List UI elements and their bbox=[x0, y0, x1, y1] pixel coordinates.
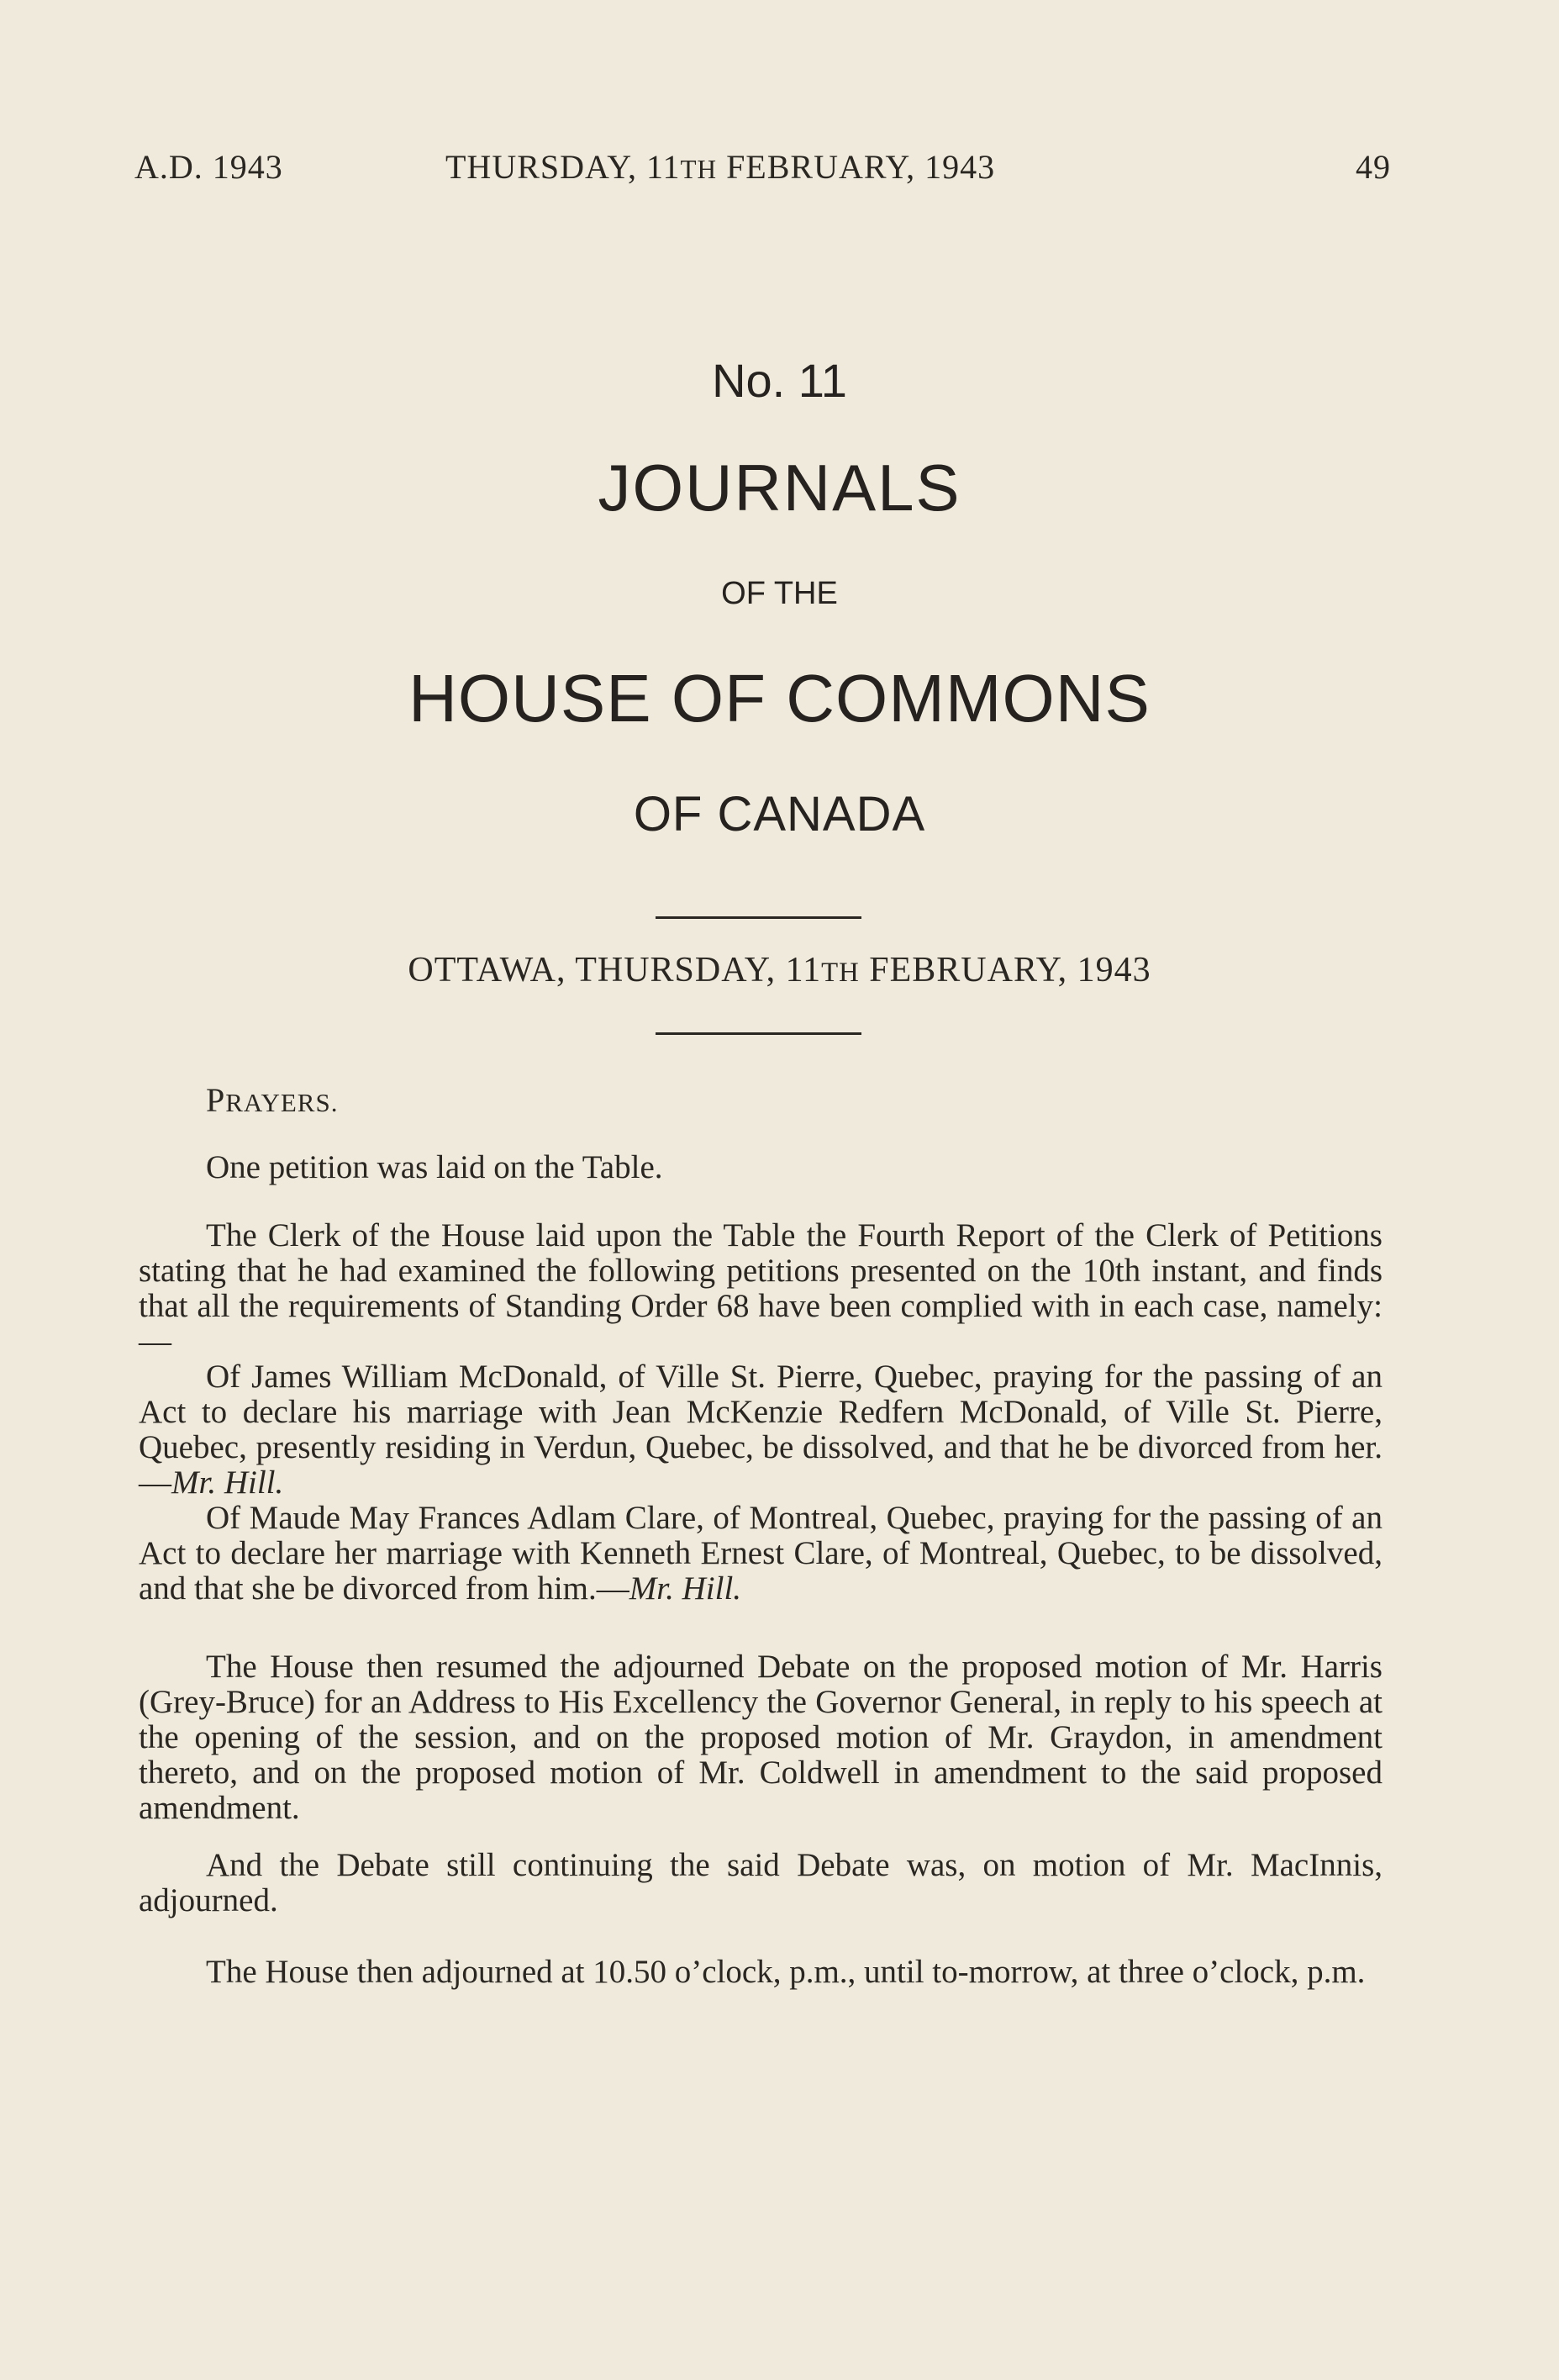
petition-mcdonald-sponsor: Mr. Hill. bbox=[171, 1464, 284, 1501]
para-house-adjourned: The House then adjourned at 10.50 o’clock, p.m., until to-morrow, at three o’clock, p.m. bbox=[206, 1954, 1366, 1990]
para-debate-block bbox=[139, 1649, 1383, 1826]
para-debate-adjourned: And the Debate still continuing the said Debate was, on motion of Mr. MacInnis, adjourned. bbox=[139, 1847, 1383, 1918]
dateline-part1: OTTAWA, THURSDAY, 11 bbox=[408, 951, 822, 989]
para-debate-adjourned-block bbox=[139, 1848, 1383, 1918]
running-head-date-part2: FEBRUARY, 1943 bbox=[717, 148, 996, 186]
masthead-journals: JOURNALS bbox=[598, 451, 961, 525]
para-house-adjourned-block bbox=[139, 1955, 1383, 1990]
divider-rule-bottom bbox=[656, 1032, 861, 1035]
para-petition-mcdonald bbox=[139, 1359, 1383, 1501]
para-clerk-block bbox=[139, 1218, 1383, 1607]
para-debate-resumed: The House then resumed the adjourned Debate on the proposed motion of Mr. Harris (Grey-Bruce) for an Address to His Excellency the Governor General, in reply to his speech at the opening of the session, and on the proposed motion of Mr. Graydon, in amendment thereto, and on the proposed motion of Mr. Coldwell in amendment to the said proposed amendment. bbox=[139, 1649, 1383, 1826]
running-head-year: A.D. 1943 bbox=[134, 148, 283, 186]
running-head bbox=[134, 147, 1391, 189]
para-clerk-report: The Clerk of the House laid upon the Table the Fourth Report of the Clerk of Petitions stating that he had examined the following petitions presented on the 10th instant, and finds that all the requirements of Standing Order 68 have been complied with in each case, namely:— bbox=[139, 1217, 1383, 1359]
para-petition: One petition was laid on the Table. bbox=[206, 1149, 663, 1185]
dateline-ordinal: TH bbox=[821, 958, 860, 988]
para-petition-block bbox=[139, 1150, 1383, 1185]
divider-rule-top bbox=[656, 916, 861, 919]
running-head-date-ordinal: TH bbox=[680, 155, 718, 184]
prayers-initial: P bbox=[206, 1081, 226, 1119]
masthead-house: HOUSE OF COMMONS bbox=[408, 661, 1151, 736]
masthead-of-the: OF THE bbox=[721, 576, 838, 611]
dateline bbox=[0, 950, 1559, 990]
prayers-rest: RAYERS. bbox=[225, 1088, 339, 1117]
petition-clare-sponsor: Mr. Hill. bbox=[629, 1570, 742, 1607]
petition-clare-text: Of Maude May Frances Adlam Clare, of Montreal, Quebec, praying for the passing of an Act to declare her marriage with Kenneth Ernest Clare, of Montreal, Quebec, to be dissolved, and that she be divorced from him.— bbox=[139, 1500, 1383, 1607]
dateline-part2: FEBRUARY, 1943 bbox=[859, 951, 1151, 989]
petition-mcdonald-text: Of James William McDonald, of Ville St. Pierre, Quebec, praying for the passing of an Act to declare his marriage with Jean McKenzie Redfern McDonald, of Ville St. Pierre, Quebec, presently residing in Verdun, Quebec, be dissolved, and that he be divorced from her.— bbox=[139, 1359, 1383, 1501]
masthead-canada: OF CANADA bbox=[633, 787, 926, 842]
issue-number: No. 11 bbox=[712, 354, 847, 407]
para-petition-clare bbox=[139, 1501, 1383, 1607]
running-head-date-part1: THURSDAY, 11 bbox=[445, 148, 681, 186]
prayers-heading bbox=[206, 1080, 338, 1120]
running-head-date bbox=[445, 147, 995, 187]
page-number: 49 bbox=[1356, 148, 1391, 186]
